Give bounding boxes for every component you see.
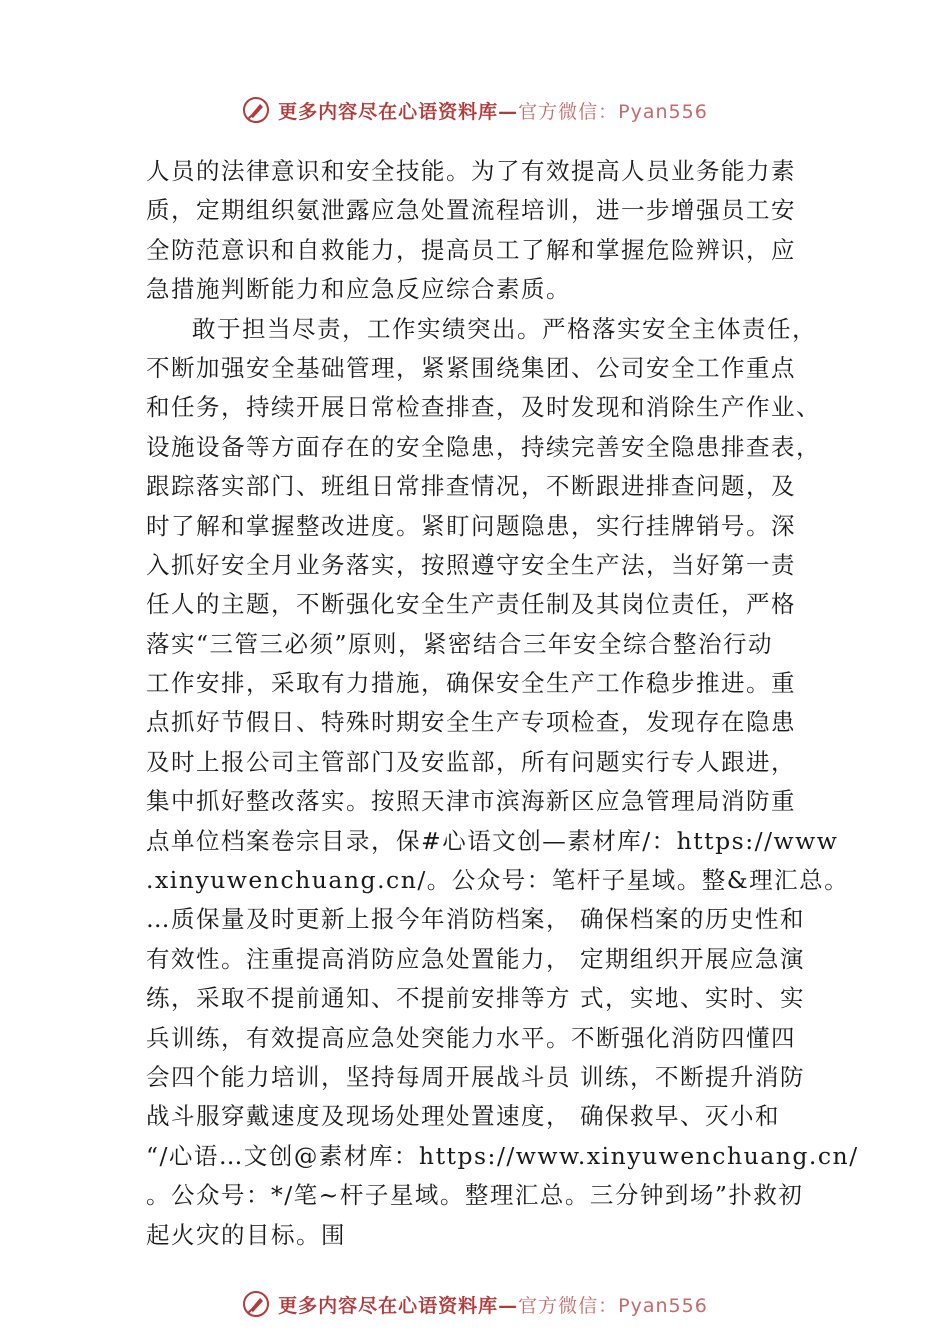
text-line: 会四个能力培训，坚持每周开展战斗员 训练，不断提升消防 [146, 1062, 805, 1091]
text-line: 人员的法律意识和安全技能。为了有效提高人员业务能力素 [146, 157, 796, 185]
text-line: 和任务，持续开展日常检查排查，及时发现和消除生产作业、 [146, 393, 821, 422]
pen-logo-icon [242, 1290, 270, 1318]
document-body [146, 152, 859, 1255]
text-line: 急措施判断能力和应急反应综合素质。 [146, 275, 571, 304]
text-line: 战斗服穿戴速度及现场处理处置速度， 确保救早、灭小和 [146, 1102, 780, 1131]
header-banner-text: 更多内容尽在心语资料库—官方微信：Pyan556 [278, 100, 708, 123]
text-line: 跟踪落实部门、班组日常排查情况，不断跟进排查问题，及 [146, 472, 796, 501]
text-line: 点单位档案卷宗目录，保#心语文创—素材库/：https://www [146, 826, 839, 855]
text-line: 集中抓好整改落实。按照天津市滨海新区应急管理局消防重 [146, 787, 796, 816]
text-line: 兵训练，有效提高应急处突能力水平。不断强化消防四懂四 [146, 1023, 796, 1052]
text-line: 。公众号：*/笔~杆子星域。整理汇总。三分钟到场”扑救初 [146, 1181, 804, 1210]
text-line: …质保量及时更新上报今年消防档案， 确保档案的历史性和 [146, 905, 805, 934]
text-line: 点抓好节假日、特殊时期安全生产专项检查，发现存在隐患 [146, 708, 796, 737]
text-line: 工作安排，采取有力措施，确保安全生产工作稳步推进。重 [146, 669, 796, 698]
text-line: 不断加强安全基础管理，紧紧围绕集团、公司安全工作重点 [146, 353, 796, 382]
text-line: 有效性。注重提高消防应急处置能力， 定期组织开展应急演 [146, 944, 805, 973]
text-line: “/心语…文创@素材库：https://www.xinyuwenchuang.cn/ [146, 1141, 859, 1170]
text-line: 落实“三管三必须”原则，紧密结合三年安全综合整治行动 [146, 629, 774, 658]
text-line: 全防范意识和自救能力，提高员工了解和掌握危险辨识，应 [146, 235, 796, 264]
text-line: 敢于担当尽责，工作实绩突出。严格落实安全主体责任， [192, 314, 817, 343]
text-line: 时了解和掌握整改进度。紧盯问题隐患，实行挂牌销号。深 [146, 511, 796, 540]
text-line: 设施设备等方面存在的安全隐患，持续完善安全隐患排查表， [146, 432, 821, 461]
text-line: 及时上报公司主管部门及安监部，所有问题实行专人跟进， [146, 747, 796, 776]
footer-banner [0, 1290, 950, 1318]
footer-banner-text: 更多内容尽在心语资料库—官方微信：Pyan556 [278, 1294, 708, 1317]
pen-logo-icon [242, 96, 270, 124]
text-line: 练，采取不提前通知、不提前安排等方 式，实地、实时、实 [146, 984, 805, 1013]
text-line: 起火灾的目标。围 [146, 1220, 346, 1249]
text-line: 质，定期组织氨泄露应急处置流程培训，进一步增强员工安 [146, 196, 796, 225]
header-banner [0, 96, 950, 124]
text-line: 入抓好安全月业务落实，按照遵守安全生产法，当好第一责 [146, 550, 796, 579]
text-line: .xinyuwenchuang.cn/。公众号：笔杆子星域。整&理汇总。 [146, 866, 850, 895]
text-line: 任人的主题，不断强化安全生产责任制及其岗位责任，严格 [146, 590, 796, 619]
